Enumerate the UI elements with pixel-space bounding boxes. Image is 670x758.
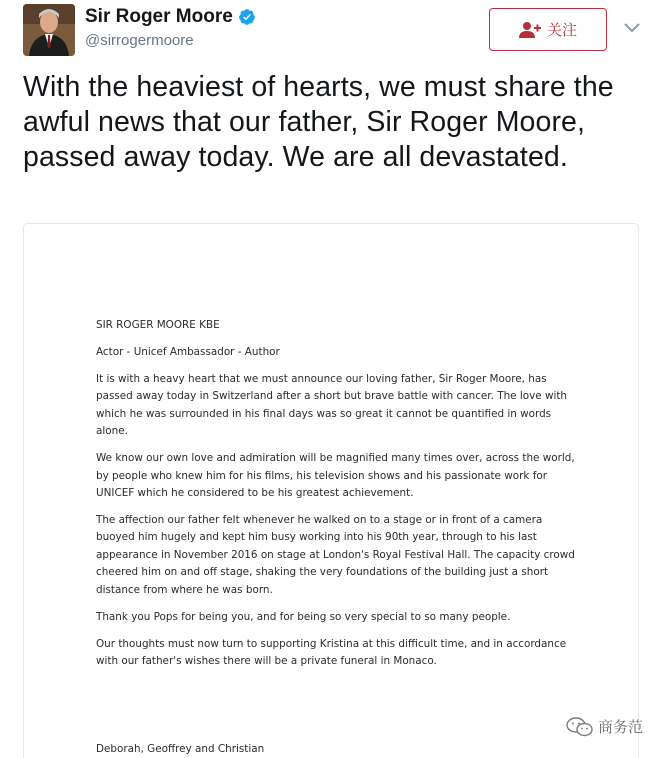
follow-label: 关注 [546, 21, 577, 39]
verified-badge-icon [238, 8, 256, 26]
add-user-icon [519, 21, 541, 39]
statement-paragraph: We know our own love and admiration will be magnified many times over, across the world, by people who knew him for his films, his television shows and his passionate work for UNICEF which he considered to be his greatest achievement. [96, 452, 575, 500]
statement-title: SIR ROGER MOORE KBE [96, 319, 220, 331]
display-name[interactable]: Sir Roger Moore [85, 6, 233, 27]
person-photo-icon [23, 4, 75, 56]
handle[interactable]: @sirrogermoore [85, 32, 194, 49]
statement-paragraph: Thank you Pops for being you, and for being so very special to so many people. [96, 610, 511, 623]
statement-paragraph: The affection our father felt whenever he walked on to a stage or in front of a camera buoyed him hugely and kept him busy working into his 90th year, through to his last appearance in November 2016 on stage at London's Royal Festival Hall. The capacity crowd cheered him on and off stage, shaking the very foundations of the building just a short distance from where he was born. [96, 514, 575, 596]
watermark [566, 716, 643, 737]
statement-signature: Deborah, Geoffrey and Christian [96, 743, 265, 755]
tweet-text: With the heaviest of hearts, we must share the awful news that our father, Sir Roger Moore, passed away today. We are all devastated. [23, 71, 614, 173]
statement-subtitle: Actor - Unicef Ambassador - Author [96, 346, 280, 358]
profile-names [85, 6, 256, 49]
watermark-text: 商务范 [598, 718, 644, 736]
attached-statement-image[interactable] [23, 223, 639, 758]
statement-document [96, 317, 576, 755]
tweet-header [23, 4, 647, 56]
follow-button[interactable] [489, 8, 607, 51]
statement-paragraph: It is with a heavy heart that we must announce our loving father, Sir Roger Moore, has passed away today in Switzerland after a short but brave battle with cancer. The love with which he was surrounded in his final days was so great it cannot be quantified in words alone. [96, 373, 567, 438]
wechat-icon [566, 717, 594, 737]
chevron-down-icon[interactable] [623, 20, 641, 34]
statement-paragraph: Our thoughts must now turn to supporting Kristina at this difficult time, and in accordance with our father's wishes there will be a private funeral in Monaco. [96, 637, 567, 668]
avatar[interactable] [23, 4, 75, 56]
